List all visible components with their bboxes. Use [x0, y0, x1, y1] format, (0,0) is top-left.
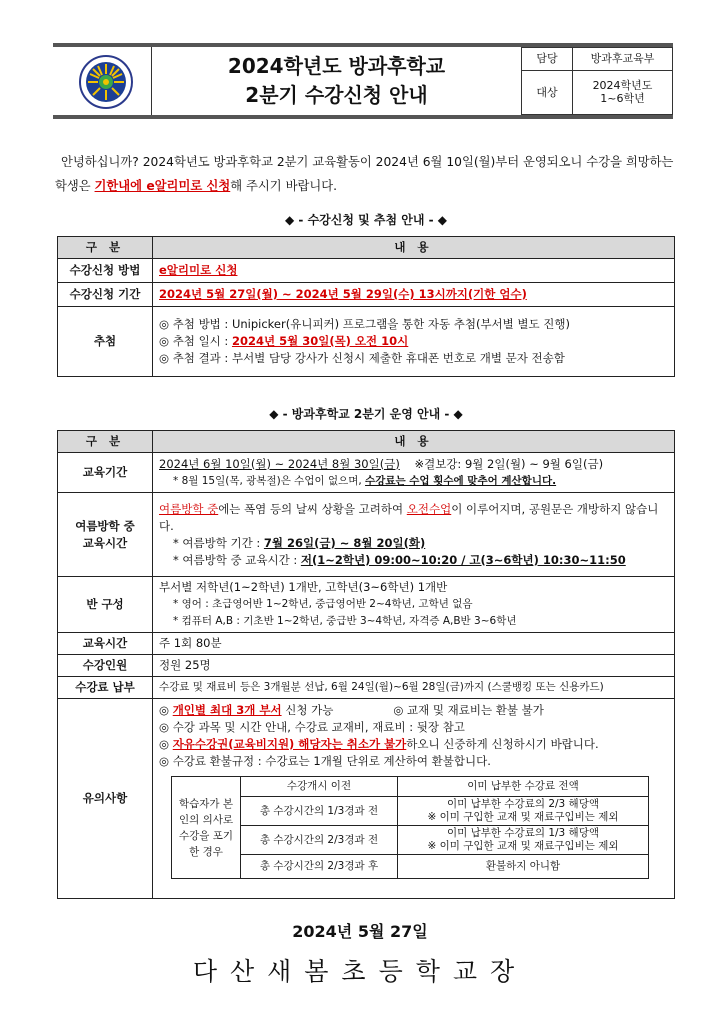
refund-cell: 총 수강시간의 1/3경과 전	[241, 797, 398, 826]
meta-value-line: 1~6학년	[600, 92, 645, 106]
summer-period-label: * 여름방학 기간 :	[173, 535, 264, 550]
edu-period-cell	[153, 453, 675, 493]
refund-cell	[398, 826, 649, 855]
section-title: ◆ - 방과후학교 2분기 운영 안내 - ◆	[269, 407, 463, 421]
row-label: 반 구성	[58, 577, 153, 633]
summer-label-1: 여름방학 중	[75, 518, 135, 533]
note-3	[159, 736, 668, 753]
summer-highlight: 여름방학 중	[159, 501, 219, 516]
time-value: 주 1회 80분	[153, 633, 675, 655]
method-value: e알리미로 신청	[153, 259, 675, 283]
refund-line: 이미 납부한 수강료의 2/3 해당액	[447, 798, 599, 810]
issue-date: 2024년 5월 27일	[292, 922, 428, 941]
refund-side-label: 학습자가 본인의 의사로 수강을 포기한 경우	[172, 777, 241, 879]
row-label	[58, 493, 153, 577]
row-label: 추첨	[58, 307, 153, 377]
refund-cell: 이미 납부한 수강료 전액	[398, 777, 649, 797]
summer-period-value: 7월 26일(금) ~ 8월 20일(화)	[263, 535, 426, 550]
refund-line: ※ 이미 구입한 교재 및 재료구입비는 제외	[427, 811, 619, 823]
section-title: ◆ - 수강신청 및 추첨 안내 - ◆	[285, 213, 447, 227]
class-english: * 영어 : 초급영어반 1~2학년, 중급영어반 2~4학년, 고학년 없음	[173, 598, 473, 610]
refund-line: ※ 이미 구입한 교재 및 재료구입비는 제외	[427, 840, 619, 852]
summer-label-2: 교육시간	[82, 535, 128, 550]
edu-period-makeup: ※결보강: 9월 2일(월) ~ 9월 6일(금)	[414, 456, 604, 471]
note-2: ◎ 수강 과목 및 시간 안내, 수강료 교재비, 재료비 : 뒷장 참고	[159, 720, 465, 734]
intro-highlight: 기한내에 e알리미로 신청	[94, 179, 231, 193]
lottery-method: ◎ 추첨 방법 : Unipicker(유니피커) 프로그램을 통한 자동 추첨(부서별 별도 진행)	[159, 317, 571, 331]
refund-table	[171, 776, 649, 879]
refund-cell: 수강개시 이전	[241, 777, 398, 797]
operation-table	[57, 430, 675, 899]
page-title	[152, 52, 521, 110]
refund-line: 이미 납부한 수강료의 1/3 해당액	[447, 827, 599, 839]
row-label: 수강인원	[58, 655, 153, 677]
intro-text-end: 해 주시기 바랍니다.	[230, 179, 338, 193]
note-text: ◎ 교재 및 재료비는 환불 불가	[393, 703, 544, 717]
school-emblem-icon	[78, 54, 134, 110]
note-text: 하오니 신중하게 신청하시기 바랍니다.	[406, 737, 599, 751]
summer-cell	[153, 493, 675, 577]
class-main: 부서별 저학년(1~2학년) 1개반, 고학년(3~6학년) 1개반	[159, 580, 448, 594]
note-bullet: ◎	[159, 737, 173, 751]
lottery-date	[159, 333, 668, 350]
intro-text: 안녕하십니까? 2024학년도 방과후학교 2분기 교육활동이 2024년 6월 10일(월)부터 운영되오니 수강을 희망하는 학생은	[55, 155, 674, 193]
summer-period	[159, 535, 668, 552]
note-1	[159, 702, 668, 719]
summer-time-label: * 여름방학 중 교육시간 :	[173, 552, 301, 567]
summer-text-end: 이 이루어지며, 공원문은 개방하지 않습니다.	[159, 501, 659, 533]
edu-period-main: 2024년 6월 10일(월) ~ 2024년 8월 30일(금)	[159, 456, 400, 471]
col-header: 내 용	[153, 431, 675, 453]
row-label: 교육기간	[58, 453, 153, 493]
col-header: 구 분	[58, 431, 153, 453]
note-text: 신청 가능	[281, 703, 334, 717]
title-line-2: 2분기 수강신청 안내	[245, 83, 428, 107]
lottery-date-value: 2024년 5월 30일(목) 오전 10시	[231, 334, 409, 348]
lottery-result: ◎ 추첨 결과 : 부서별 담당 강사가 신청시 제출한 휴대폰 번호로 개별 문자 전송함	[159, 351, 565, 365]
row-label: 수강료 납부	[58, 677, 153, 699]
class-cell	[153, 577, 675, 633]
summer-text	[159, 501, 668, 535]
refund-cell: 총 수강시간의 2/3경과 전	[241, 826, 398, 855]
period-value: 2024년 5월 27일(월) ~ 2024년 5월 29일(수) 13시까지(기한 엄수)	[153, 283, 675, 307]
capacity-value: 정원 25명	[153, 655, 675, 677]
edu-period-note-text: * 8월 15일(목, 광복절)은 수업이 없으며,	[173, 474, 366, 487]
meta-label: 담당	[522, 48, 573, 71]
summer-text-mid: 에는 폭염 등의 날씨 상황을 고려하여	[218, 501, 407, 516]
refund-cell: 환불하지 아니함	[398, 855, 649, 879]
row-label: 수강신청 기간	[58, 283, 153, 307]
class-computer: * 컴퓨터 A,B : 기초반 1~2학년, 중급반 3~4학년, 자격증 A,B반 3~6학년	[173, 615, 517, 627]
col-header: 내 용	[153, 237, 675, 259]
note-highlight: 자유수강권(교육비지원) 해당자는 취소가 불가	[172, 737, 407, 751]
intro-paragraph	[55, 150, 677, 198]
note-highlight: 개인별 최대 3개 부서	[172, 703, 282, 717]
school-principal: 다산새봄초등학교장	[192, 957, 528, 986]
note-4: ◎ 수강료 환불규정 : 수강료는 1개월 단위로 계산하여 환불합니다.	[159, 754, 491, 768]
title-line-1: 2024학년도 방과후학교	[227, 54, 446, 78]
refund-cell	[398, 797, 649, 826]
edu-period-note	[159, 473, 668, 490]
meta-label: 대상	[522, 70, 573, 114]
notes-cell	[153, 699, 675, 899]
row-label: 수강신청 방법	[58, 259, 153, 283]
fee-value: 수강료 및 재료비 등은 3개월분 선납, 6월 24일(월)~6월 28일(금)까지 (스쿨뱅킹 또는 신용카드)	[153, 677, 675, 699]
summer-time	[159, 552, 668, 569]
summer-highlight: 오전수업	[406, 501, 452, 516]
lottery-date-label: ◎ 추첨 일시 :	[159, 334, 232, 348]
registration-table	[57, 236, 675, 377]
row-label: 교육시간	[58, 633, 153, 655]
meta-value: 방과후교육부	[573, 48, 673, 71]
row-label: 유의사항	[58, 699, 153, 899]
meta-table	[521, 47, 673, 115]
lottery-details	[153, 307, 675, 377]
col-header: 구 분	[58, 237, 153, 259]
refund-cell: 총 수강시간의 2/3경과 후	[241, 855, 398, 879]
edu-period-note-bold: 수강료는 수업 횟수에 맞추어 계산합니다.	[365, 474, 557, 487]
summer-time-value: 저(1~2학년) 09:00~10:20 / 고(3~6학년) 10:30~11:50	[300, 552, 626, 567]
edu-period-line	[159, 456, 668, 473]
meta-value-line: 2024학년도	[592, 79, 653, 93]
note-bullet: ◎	[159, 703, 173, 717]
meta-value	[573, 70, 673, 114]
